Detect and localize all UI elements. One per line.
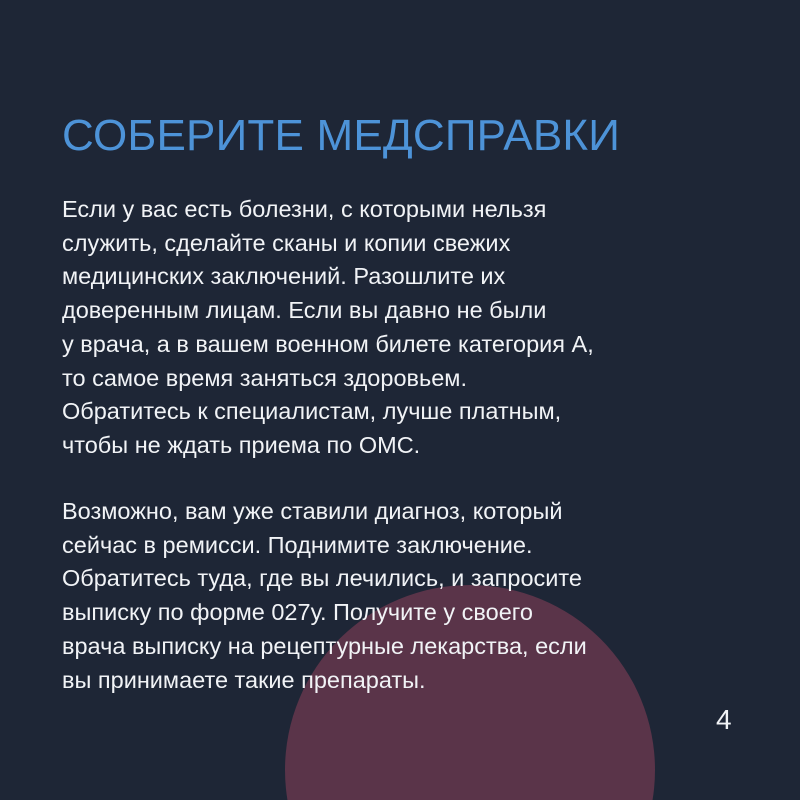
paragraph-medical-documents [62,193,594,463]
text-line: Обратитесь к специалистам, лучше платным, [62,398,562,425]
text-line: Возможно, вам уже ставили диагноз, который [62,498,563,524]
text-line: доверенным лицам. Если вы давно не были [62,297,547,324]
text-line: медицинских заключений. Разошлите их [62,263,506,290]
text-line: то самое время заняться здоровьем. [62,364,467,391]
text-line: служить, сделайте сканы и копии свежих [62,229,511,256]
text-line: выписку по форме 027у. Получите у своего [62,599,533,626]
text-line: Если у вас есть болезни, с которыми нельзя [62,196,547,222]
text-line: вы принимаете такие препараты. [62,666,426,693]
paragraph-diagnosis [62,495,587,697]
text-line: врача выписку на рецептурные лекарства, если [62,632,587,659]
text-line: чтобы не ждать приема по ОМС. [62,431,421,458]
text-line: сейчас в ремисси. Поднимите заключение. [62,531,533,558]
text-line: у врача, а в вашем военном билете категория А, [62,330,594,357]
slide-title: СОБЕРИТЕ МЕДСПРАВКИ [62,111,621,160]
page-number: 4 [716,704,732,735]
text-line: Обратитесь туда, где вы лечились, и запросите [62,565,582,592]
